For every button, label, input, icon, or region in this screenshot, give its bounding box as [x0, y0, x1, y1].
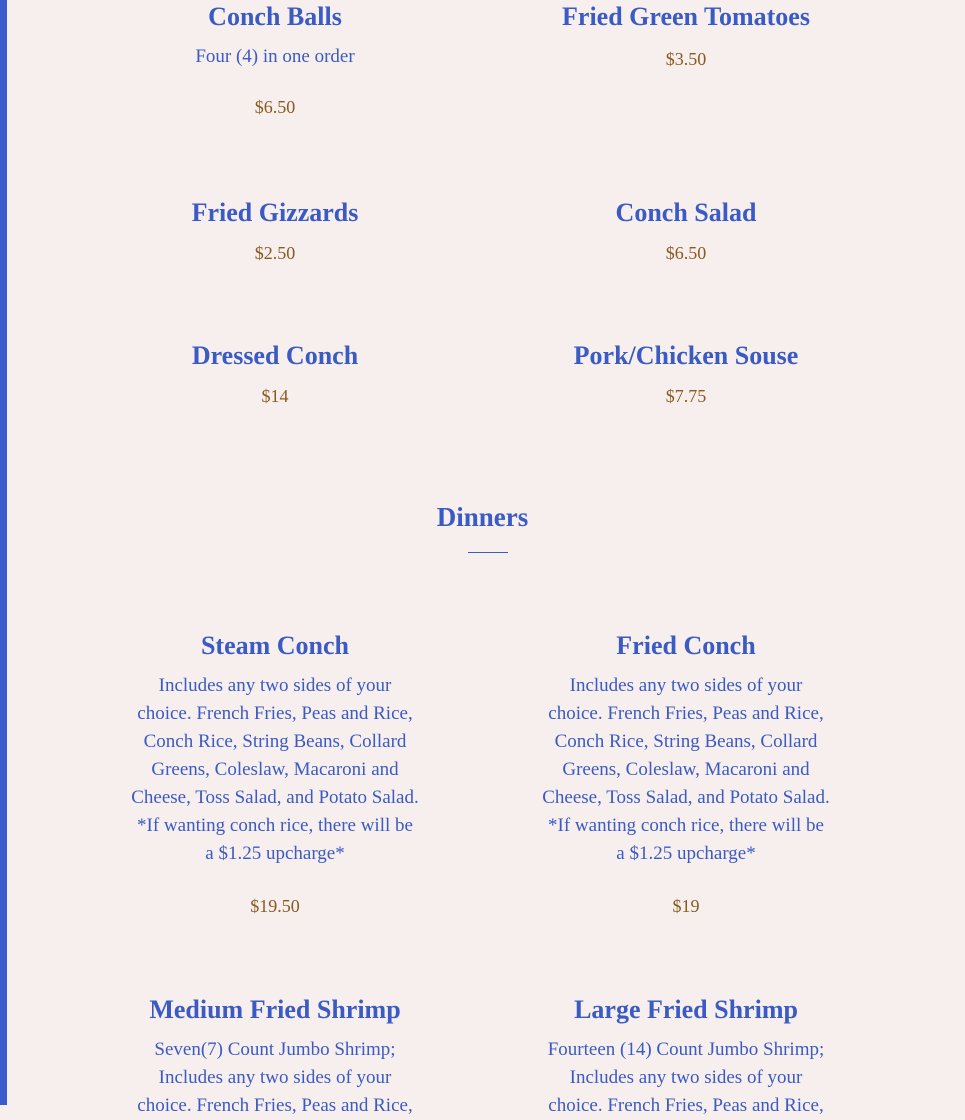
description-line: Includes any two sides of your — [569, 675, 803, 696]
menu-item-price: $2.50 — [254, 243, 296, 263]
menu-item-title: Fried Green Tomatoes — [562, 2, 810, 31]
menu-item-price: $19 — [672, 896, 700, 916]
menu-item-price: $6.50 — [665, 243, 707, 263]
menu-item-title: Medium Fried Shrimp — [149, 995, 401, 1024]
menu-item-conch-balls — [120, 0, 430, 120]
menu-item-description — [120, 1036, 430, 1120]
menu-item-price: $19.50 — [250, 896, 300, 916]
description-line: *If wanting conch rice, there will be — [137, 815, 413, 836]
menu-item-large-fried-shrimp — [531, 993, 841, 1120]
menu-item-description: Four (4) in one order — [195, 46, 355, 67]
menu-item-fried-green-tomatoes — [531, 0, 841, 72]
description-line: choice. French Fries, Peas and Rice, — [548, 703, 824, 724]
description-line: choice. French Fries, Peas and Rice, — [137, 1095, 413, 1116]
menu-item-title: Conch Salad — [615, 198, 757, 227]
menu-item-title: Dressed Conch — [191, 341, 359, 370]
description-line: choice. French Fries, Peas and Rice, — [137, 703, 413, 724]
menu-item-title: Conch Balls — [208, 2, 342, 31]
menu-item-title: Fried Conch — [616, 631, 756, 660]
menu-item-fried-gizzards — [120, 196, 430, 266]
menu-item-price: $14 — [261, 386, 289, 406]
menu-item-price: $7.75 — [665, 386, 707, 406]
menu-item-title: Steam Conch — [200, 631, 350, 660]
description-line: *If wanting conch rice, there will be — [548, 815, 824, 836]
menu-item-medium-fried-shrimp — [120, 993, 430, 1120]
description-line: Seven(7) Count Jumbo Shrimp; — [154, 1039, 396, 1060]
description-line: a $1.25 upcharge* — [205, 843, 345, 864]
menu-item-fried-conch — [531, 629, 841, 919]
description-line: Conch Rice, String Beans, Collard — [143, 731, 407, 752]
menu-item-conch-salad — [531, 196, 841, 266]
section-heading-dinners: Dinners — [436, 502, 529, 532]
description-line: Includes any two sides of your — [158, 1067, 392, 1088]
description-line: Conch Rice, String Beans, Collard — [554, 731, 818, 752]
menu-item-description — [531, 1036, 841, 1120]
description-line: Includes any two sides of your — [569, 1067, 803, 1088]
menu-item-description — [120, 672, 430, 868]
menu-item-title: Fried Gizzards — [191, 198, 359, 227]
section-divider — [468, 552, 508, 553]
menu-item-title: Large Fried Shrimp — [574, 995, 798, 1024]
description-line: a $1.25 upcharge* — [616, 843, 756, 864]
menu-item-pork-chicken-souse — [531, 339, 841, 409]
menu-item-title: Pork/Chicken Souse — [573, 341, 799, 370]
menu-item-dressed-conch — [120, 339, 430, 409]
menu-item-price: $6.50 — [254, 97, 296, 117]
description-line: Cheese, Toss Salad, and Potato Salad. — [542, 787, 830, 808]
description-line: Cheese, Toss Salad, and Potato Salad. — [131, 787, 419, 808]
description-line: Includes any two sides of your — [158, 675, 392, 696]
menu-item-steam-conch — [120, 629, 430, 919]
left-accent-bar — [0, 0, 7, 1105]
description-line: Fourteen (14) Count Jumbo Shrimp; — [547, 1039, 825, 1060]
description-line: Greens, Coleslaw, Macaroni and — [151, 759, 399, 780]
menu-item-price: $3.50 — [665, 49, 707, 69]
description-line: Greens, Coleslaw, Macaroni and — [562, 759, 810, 780]
menu-item-description — [531, 672, 841, 868]
description-line: choice. French Fries, Peas and Rice, — [548, 1095, 824, 1116]
